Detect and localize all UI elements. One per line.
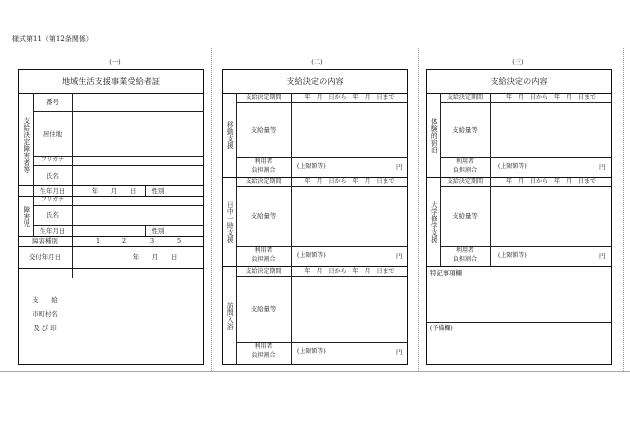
burden-label-line2: 負担割合 bbox=[251, 167, 276, 174]
row-line bbox=[440, 186, 612, 187]
burden-label-line1: 利用者 bbox=[254, 247, 273, 254]
burden-label-line1: 利用者 bbox=[254, 158, 273, 165]
label-column-line bbox=[291, 93, 292, 365]
row-line bbox=[33, 225, 204, 226]
period-label: 支給決定期間 bbox=[446, 94, 483, 101]
special-notes-label: 特記事項欄 bbox=[430, 269, 462, 277]
divider bbox=[18, 93, 204, 94]
type-number: 5 bbox=[177, 237, 182, 245]
burden-label-line2: 負担割合 bbox=[452, 167, 477, 174]
dob-value: 年 月 日 bbox=[91, 187, 137, 195]
child-furigana-label: フリガナ bbox=[41, 197, 64, 203]
row-line bbox=[236, 186, 408, 187]
period-label: 支給決定期間 bbox=[245, 268, 282, 275]
page-separator bbox=[211, 48, 212, 371]
dob-label: 生年月日 bbox=[39, 187, 66, 195]
row-line bbox=[18, 246, 204, 247]
row-line bbox=[33, 165, 204, 166]
panel2-title: 支給決定の内容 bbox=[286, 76, 344, 86]
row-line bbox=[222, 266, 408, 267]
child-dob-label: 生年月日 bbox=[39, 227, 66, 235]
limit-label: (上限額等) bbox=[297, 252, 326, 259]
issue-date-value: 年 月 日 bbox=[132, 253, 178, 261]
burden-label-line2: 負担割合 bbox=[452, 256, 477, 263]
section-two-label: (二) bbox=[311, 58, 323, 66]
form-label: 様式第11（第12条関係） bbox=[12, 35, 93, 43]
limit-label: (上限額等) bbox=[297, 163, 326, 170]
row-line bbox=[426, 266, 612, 267]
row-line bbox=[440, 102, 612, 103]
period-label: 支給決定期間 bbox=[245, 178, 282, 185]
amount-label: 支給量等 bbox=[250, 305, 277, 313]
burden-label-line2: 負担割合 bbox=[251, 256, 276, 263]
period-value: 年 月 日から 年 月 日まで bbox=[304, 178, 395, 185]
burden-label-line1: 利用者 bbox=[254, 343, 273, 350]
amount-label: 支給量等 bbox=[452, 126, 478, 134]
furigana-label: フリガナ bbox=[41, 157, 64, 163]
row-line bbox=[33, 111, 204, 112]
service-label: 大学修学支援 bbox=[429, 200, 438, 243]
period-value: 年 月 日から 年 月 日まで bbox=[505, 178, 596, 185]
service-label: 日中一時支援 bbox=[225, 200, 234, 243]
page-separator bbox=[623, 48, 624, 371]
issue-date-label: 交付年月日 bbox=[29, 253, 61, 261]
row-line bbox=[33, 205, 204, 206]
amount-label: 支給量等 bbox=[452, 212, 478, 220]
reserve-label: (予備欄) bbox=[430, 325, 453, 332]
period-value: 年 月 日から 年 月 日まで bbox=[304, 268, 395, 275]
row-line bbox=[18, 268, 204, 269]
section-one-label: (一) bbox=[109, 58, 121, 66]
disability-type-label: 障害種別 bbox=[32, 237, 58, 245]
row-line bbox=[426, 322, 612, 323]
page-separator bbox=[418, 48, 419, 371]
type-number: 2 bbox=[122, 237, 127, 245]
limit-label: (上限額等) bbox=[297, 348, 326, 355]
period-label: 支給決定期間 bbox=[245, 94, 282, 101]
type-number: 3 bbox=[150, 237, 155, 245]
child-gender-label: 性別 bbox=[151, 227, 165, 235]
period-value: 年 月 日から 年 月 日まで bbox=[505, 94, 596, 101]
amount-label: 支給量等 bbox=[250, 126, 277, 134]
panel3-title: 支給決定の内容 bbox=[490, 76, 548, 86]
service-label: 体験的宿泊 bbox=[429, 117, 438, 153]
limit-label: (上限額等) bbox=[498, 252, 527, 259]
page-bottom-line bbox=[0, 371, 630, 372]
burden-label-line1: 利用者 bbox=[455, 247, 474, 254]
sidebar-decision-label: 支給決定障害者等 bbox=[21, 116, 30, 173]
name-label: 氏名 bbox=[46, 172, 59, 180]
row-line bbox=[236, 276, 408, 277]
municipality-label-line3: 及 び 印 bbox=[33, 324, 57, 332]
service-label: 移動支援 bbox=[225, 121, 234, 149]
type-number: 1 bbox=[96, 237, 101, 245]
certificate-title: 地域生活支援事業受給者証 bbox=[61, 76, 161, 86]
sidebar-child-label: 障害児 bbox=[21, 205, 30, 227]
gender-label: 性別 bbox=[151, 187, 165, 195]
yen-label: 円 bbox=[396, 348, 403, 356]
yen-label: 円 bbox=[599, 163, 606, 171]
service-label: 訪問入浴 bbox=[225, 301, 234, 330]
yen-label: 円 bbox=[396, 252, 403, 260]
yen-label: 円 bbox=[396, 163, 403, 171]
section-three-label: (三) bbox=[512, 58, 524, 66]
row-line bbox=[236, 102, 408, 103]
service-column-line bbox=[236, 93, 237, 365]
municipality-label-line2: 市町村名 bbox=[32, 310, 58, 318]
number-label: 番号 bbox=[46, 98, 59, 106]
amount-label: 支給量等 bbox=[250, 212, 277, 220]
period-label: 支給決定期間 bbox=[446, 178, 483, 185]
yen-label: 円 bbox=[599, 252, 606, 260]
municipality-label-line1: 支 給 bbox=[32, 296, 58, 304]
period-value: 年 月 日から 年 月 日まで bbox=[304, 94, 395, 101]
burden-label-line2: 負担割合 bbox=[251, 352, 276, 359]
row-line bbox=[18, 185, 204, 186]
limit-label: (上限額等) bbox=[498, 163, 527, 170]
address-label: 居住地 bbox=[42, 130, 63, 138]
burden-label-line1: 利用者 bbox=[455, 158, 474, 165]
child-name-label: 氏名 bbox=[46, 211, 59, 219]
